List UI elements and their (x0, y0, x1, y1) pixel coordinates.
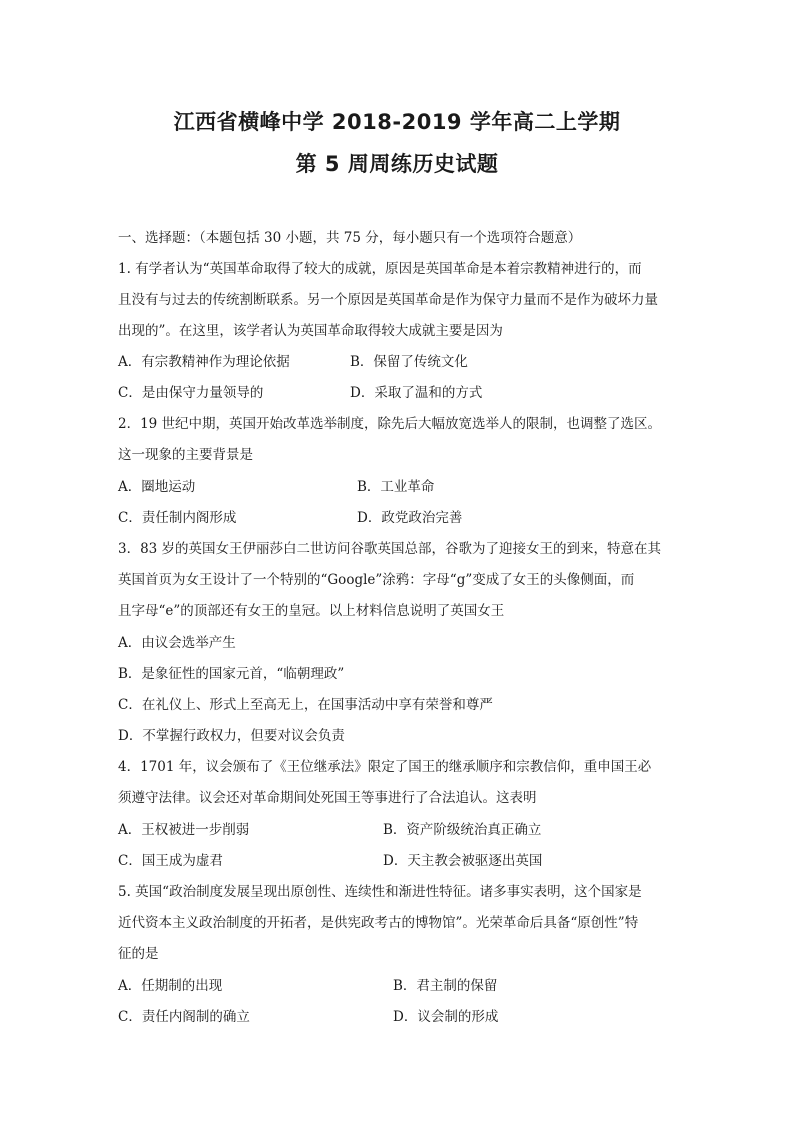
option-a: A．圈地运动 (118, 479, 196, 495)
option-b: B．资产阶级统治真正确立 (383, 822, 542, 838)
question-text-line: 5. 英国“政治制度发展呈现出原创性、连续性和渐进性特征。诸多事实表明，这个国家是 (118, 884, 642, 900)
question-text-line: 且没有与过去的传统割断联系。另一个原因是英国革命是作为保守力量而不是作为破坏力量 (118, 292, 658, 308)
question-text-line: 2．19 世纪中期，英国开始改革选举制度，除先后大幅放宽选举人的限制，也调整了选区。 (118, 416, 662, 432)
option-b: B．君主制的保留 (393, 978, 498, 994)
option-c: C．国王成为虚君 (118, 853, 223, 869)
option-b: B．工业革命 (357, 479, 435, 495)
option-a: A．有宗教精神作为理论依据 (118, 354, 290, 370)
question-text-line: 征的是 (118, 946, 159, 962)
question-text-line: 英国首页为女王设计了一个特别的“Google”涂鸦：字母“g”变成了女王的头像侧面，而 (118, 572, 635, 588)
option-d: D．政党政治完善 (357, 510, 463, 526)
question-text-line: 出现的”。在这里，该学者认为英国革命取得较大成就主要是因为 (118, 323, 503, 339)
section-heading: 一、选择题：（本题包括 30 小题，共 75 分，每小题只有一个选项符合题意） (118, 230, 582, 246)
exam-title-line1: 江西省横峰中学 2018-2019 学年高二上学期 (173, 110, 621, 134)
option-c: C．责任制内阁形成 (118, 510, 237, 526)
question-text-line: 近代资本主义政治制度的开拓者，是供宪政考古的博物馆”。光荣革命后具备“原创性”特 (118, 915, 639, 931)
question-text-line: 这一现象的主要背景是 (118, 447, 253, 463)
option-a: A．任期制的出现 (118, 978, 223, 994)
option-a: A．王权被进一步削弱 (118, 822, 250, 838)
option-c: C．责任内阁制的确立 (118, 1009, 250, 1025)
option-c: C．是由保守力量领导的 (118, 385, 264, 401)
exam-title-line2: 第 5 周周练历史试题 (295, 152, 499, 176)
question-text-line: 4．1701 年，议会颁布了《王位继承法》限定了国王的继承顺序和宗教信仰，重申国王必 (118, 759, 652, 775)
question-text-line: 须遵守法律。议会还对革命期间处死国王等事进行了合法追认。这表明 (118, 790, 537, 806)
option-c: C．在礼仪上、形式上至高无上，在国事活动中享有荣誉和尊严 (118, 697, 493, 713)
option-d: D．议会制的形成 (393, 1009, 499, 1025)
option-d: D．天主教会被驱逐出英国 (383, 853, 543, 869)
option-d: D．采取了温和的方式 (350, 385, 483, 401)
option-b: B．保留了传统文化 (350, 354, 468, 370)
option-b: B．是象征性的国家元首，“临朝理政” (118, 666, 345, 682)
option-a: A．由议会选举产生 (118, 635, 236, 651)
option-d: D．不掌握行政权力，但要对议会负责 (118, 728, 345, 744)
question-text-line: 且字母“e”的顶部还有女王的皇冠。以上材料信息说明了英国女王 (118, 603, 505, 619)
question-text-line: 1. 有学者认为“英国革命取得了较大的成就，原因是英国革命是本着宗教精神进行的，而 (118, 261, 642, 277)
question-text-line: 3．83 岁的英国女王伊丽莎白二世访问谷歌英国总部，谷歌为了迎接女王的到来，特意在其 (118, 541, 662, 557)
